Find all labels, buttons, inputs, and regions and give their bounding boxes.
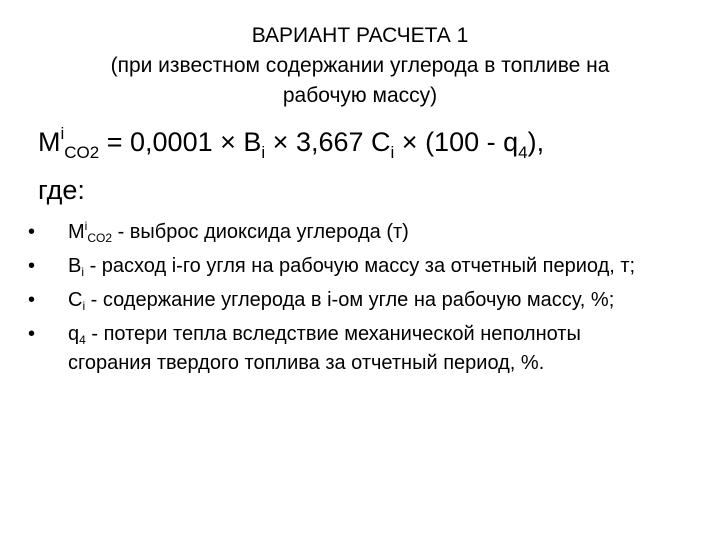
definition-symbol: M	[68, 221, 85, 243]
formula-b-subscript: i	[261, 143, 266, 162]
title-line-3: рабочую массу)	[282, 84, 438, 107]
formula-lhs-superscript: i	[60, 124, 65, 143]
definition-text: - содержание углерода в i-ом угле на рабочую массу, %;	[85, 289, 615, 311]
bullet: •	[28, 323, 36, 345]
definition-text: - потери тепла вследствие механической неполноты сгорания твердого топлива за отчетный период, %.	[68, 323, 581, 374]
emission-formula	[38, 124, 544, 160]
formula-c-subscript: i	[390, 143, 395, 162]
slide-title	[40, 21, 680, 111]
bullet: •	[28, 289, 36, 311]
definitions-list	[28, 218, 668, 383]
formula-where-label: где:	[38, 175, 85, 205]
formula-part-1: = 0,0001 × B	[99, 127, 262, 157]
definition-text: - расход i-го угля на рабочую массу за отчетный период, т;	[84, 255, 636, 277]
definition-symbol: C	[68, 289, 83, 311]
definition-item-c	[28, 286, 668, 315]
title-line-2: (при известном содержании углерода в топливе на	[110, 54, 610, 77]
bullet: •	[28, 255, 36, 277]
definition-item-q	[28, 320, 668, 378]
title-line-1: ВАРИАНТ РАСЧЕТА 1	[251, 24, 469, 47]
formula-lhs-subscript: CO2	[64, 143, 100, 162]
definition-subscript: 4	[79, 333, 86, 347]
formula-part-3: × (100 - q	[394, 127, 519, 157]
definition-text: - выброс диоксида углерода (т)	[112, 221, 409, 243]
formula-part-4: ),	[527, 127, 545, 157]
definition-superscript: i	[84, 219, 88, 233]
definition-symbol: B	[68, 255, 82, 277]
definition-item-b	[28, 252, 668, 281]
formula-lhs-symbol: M	[38, 127, 61, 157]
bullet: •	[28, 221, 36, 243]
definition-symbol: q	[68, 323, 80, 345]
definition-subscript: i	[82, 299, 86, 313]
formula-part-2: × 3,667 C	[265, 127, 391, 157]
formula-q-subscript: 4	[518, 143, 528, 162]
definition-item-m	[28, 218, 668, 247]
definition-subscript: CO2	[87, 231, 113, 245]
definition-subscript: i	[81, 265, 85, 279]
